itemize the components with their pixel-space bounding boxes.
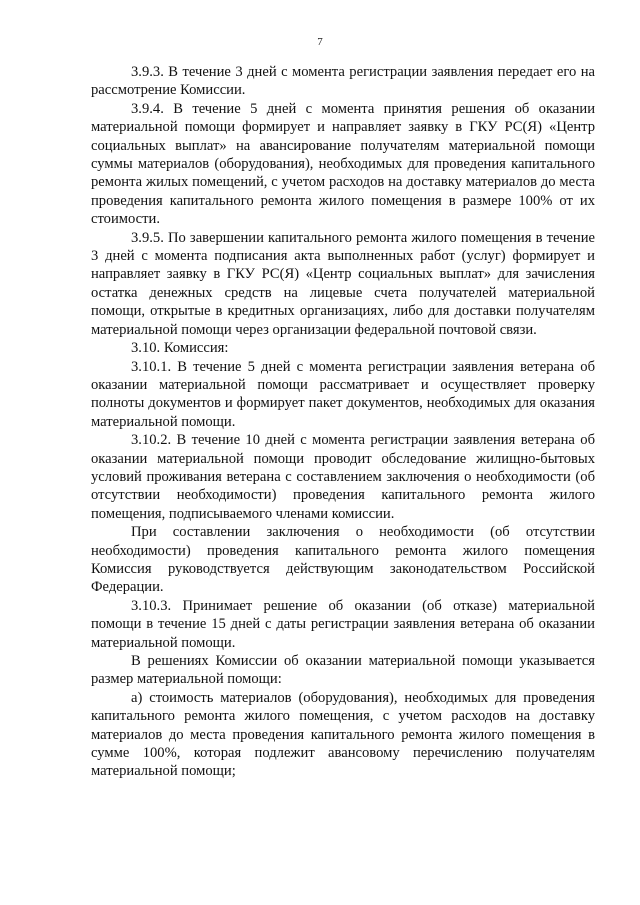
paragraph-3-10-heading: 3.10. Комиссия: [131, 340, 229, 357]
paragraph-3-9-4: 3.9.4. В течение 5 дней с момента принятия решения об оказании материальной помощи формирует и направляет заявку в ГКУ РС(Я) «Центр социальных выплат» на авансирование получателям материальной помощи суммы материалов (оборудования), необходимых для проведения капитального ремонта жилых помещений, с учетом расходов на доставку материалов до места проведения капитального ремонта жилого помещения в размере 100% от их стоимости. [91, 100, 595, 228]
paragraph-3-10-1: 3.10.1. В течение 5 дней с момента регистрации заявления ветерана об оказании материальной помощи рассматривает и осуществляет проверку полноты документов и формирует пакет документов, необходимых для оказания материальной помощи. [91, 358, 595, 430]
paragraph-3-9-5: 3.9.5. По завершении капитального ремонта жилого помещения в течение 3 дней с момента подписания акта выполненных работ (услуг) формирует и направляет заявку в ГКУ РС(Я) «Центр социальных выплат» для зачисления остатка денежных средств на лицевые счета получателей материальной помощи, открытые в кредитных организациях, либо для доставки получателям материальной помощи через организации федеральной почтовой связи. [91, 229, 595, 338]
paragraph-3-10-2: 3.10.2. В течение 10 дней с момента регистрации заявления ветерана об оказании материальной помощи проводит обследование жилищно-бытовых условий проживания ветерана с составлением заключения о необходимости (об отсутствии необходимости) проведения капитального ремонта жилого помещения, подписываемого членами комиссии. [91, 432, 595, 522]
document-body [91, 63, 595, 781]
paragraph-3-10-3: 3.10.3. Принимает решение об оказании (об отказе) материальной помощи в течение 15 дней с даты регистрации заявления ветерана об оказании материальной помощи. [91, 597, 595, 651]
page-number: 7 [317, 36, 323, 48]
paragraph-conclusion-note: При составлении заключения о необходимости (об отсутствии необходимости) проведения капитального ремонта жилого помещения Комиссия руководствуется действующим законодательством Российской Федерации. [91, 524, 595, 596]
paragraph-decision-size: В решениях Комиссии об оказании материальной помощи указывается размер материальной помощи: [91, 653, 595, 688]
paragraph-item-a: а) стоимость материалов (оборудования), необходимых для проведения капитального ремонта жилого помещения, с учетом расходов на доставку материалов до места проведения капитального ремонта жилого помещения в сумме 100%, которая подлежит авансовому перечислению получателям материальной помощи; [91, 689, 595, 780]
paragraph-3-9-3: 3.9.3. В течение 3 дней с момента регистрации заявления передает его на рассмотрение Комиссии. [91, 64, 595, 99]
